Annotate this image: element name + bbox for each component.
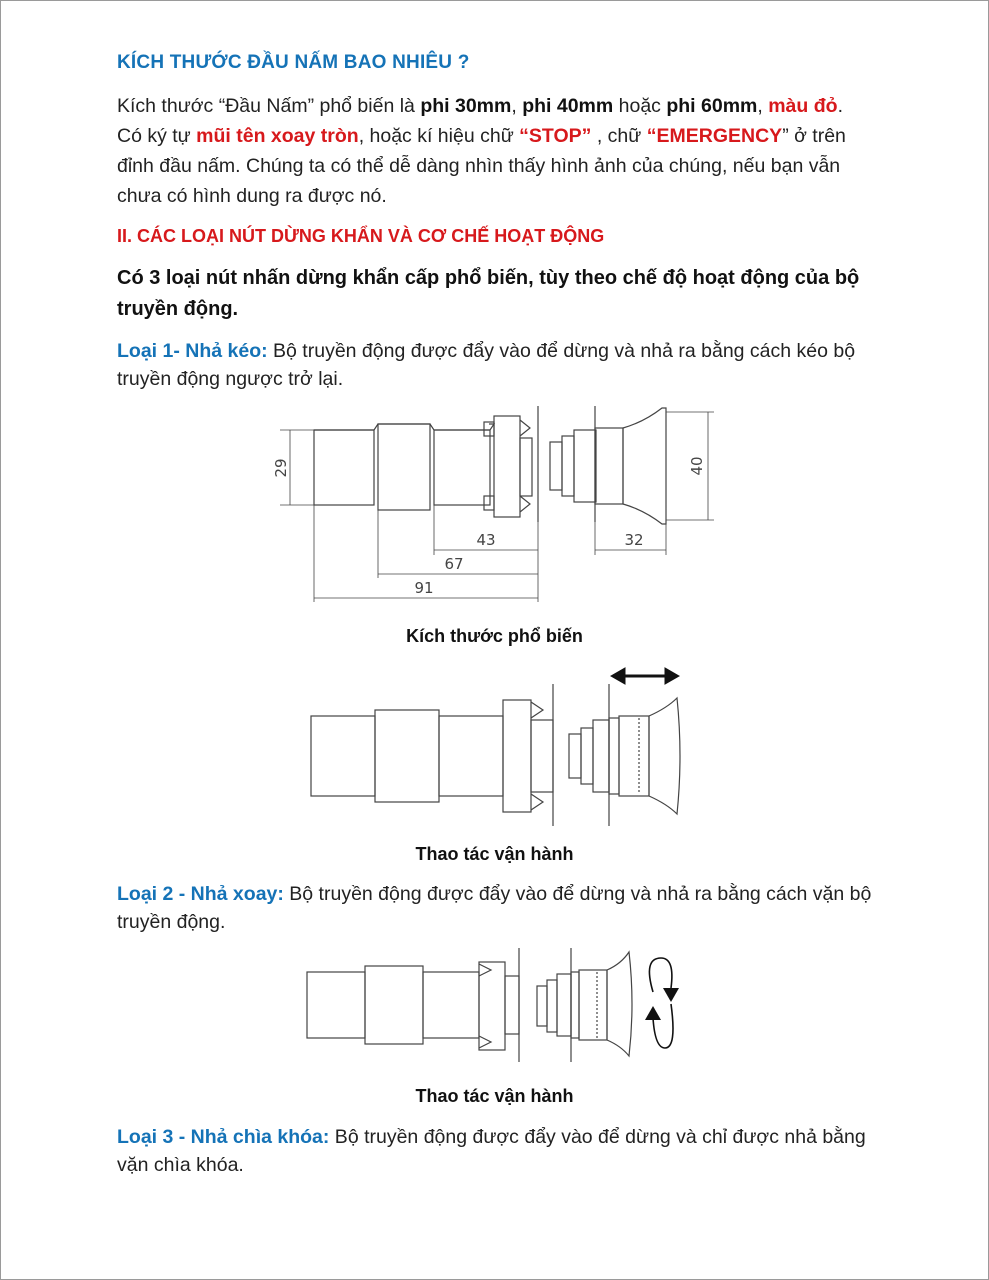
type3-description: Loại 3 - Nhả chìa khóa: Bộ truyền động được đẩy vào để dừng và chỉ được nhả bằng vặn chìa khóa. [117,1126,866,1176]
dimension-diagram [262,400,732,610]
type2-label: Loại 2 - Nhả xoay: [117,883,284,905]
dim-40: 40 [688,456,706,476]
figure2-caption: Thao tác vận hành [415,844,574,864]
type1-label: Loại 1- Nhả kéo: [117,340,268,362]
type3-label: Loại 3 - Nhả chìa khóa: [117,1126,330,1148]
figure1-caption: Kích thước phổ biến [406,626,583,646]
dim-29: 29 [272,458,290,478]
type1-description: Loại 1- Nhả kéo: Bộ truyền động được đẩy vào để dừng và nhả ra bằng cách kéo bộ truyền động ngược trở lại. [117,340,856,390]
dim-43: 43 [476,531,496,549]
dim-67: 67 [444,555,464,573]
type2-description: Loại 2 - Nhả xoay: Bộ truyền động được đẩy vào để dừng và nhả ra bằng cách vặn bộ truyền động. [117,883,872,933]
section1-heading: KÍCH THƯỚC ĐẦU NẤM BAO NHIÊU ? [117,52,470,73]
section1-paragraph: Kích thước “Đầu Nấm” phổ biến là phi 30mm, phi 40mm hoặc phi 60mm, màu đỏ. Có ký tự mũi tên xoay tròn, hoặc kí hiệu chữ “STOP” , chữ “EMERGENCY” ở trên đỉnh đầu nấm. Chúng ta có thể dễ dàng nhìn thấy hình ảnh của chúng, nếu bạn vẫn chưa có hình dung ra được nó. [117,95,846,207]
dim-32: 32 [624,531,644,549]
pull-release-diagram [305,660,690,828]
section2-heading: II. CÁC LOẠI NÚT DỪNG KHẨN VÀ CƠ CHẾ HOẠT ĐỘNG [117,226,605,246]
figure3-caption: Thao tác vận hành [415,1086,574,1106]
twist-release-diagram [303,944,688,1068]
section2-lead: Có 3 loại nút nhấn dừng khẩn cấp phổ biến, tùy theo chế độ hoạt động của bộ truyền động. [117,267,860,320]
dim-91: 91 [414,579,434,597]
